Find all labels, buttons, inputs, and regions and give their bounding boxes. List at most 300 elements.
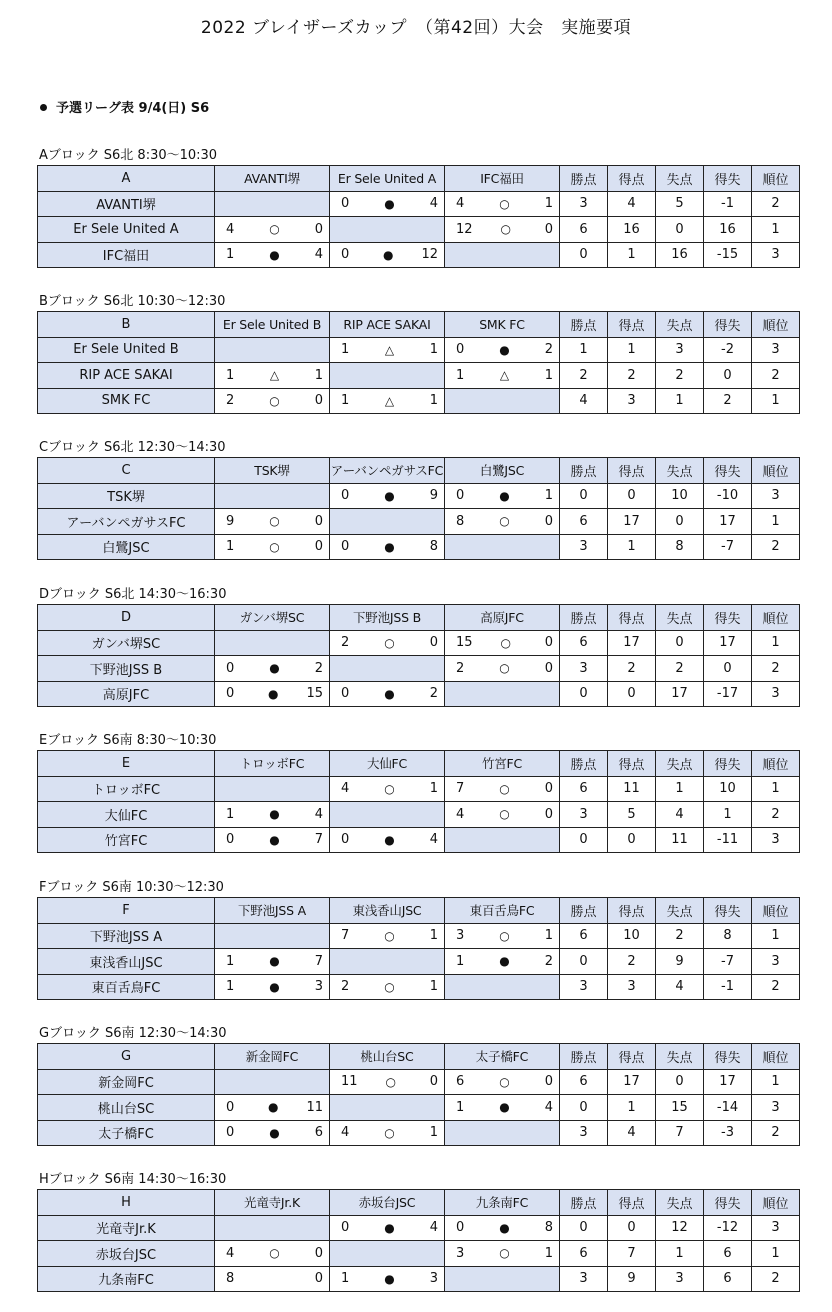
stat-value: 4 — [608, 191, 656, 217]
team-name: 東百舌鳥FC — [38, 974, 215, 1000]
stat-value: 0 — [560, 949, 608, 975]
header-team: ガンバ堺SC — [215, 605, 330, 631]
stat-value: 2 — [752, 363, 800, 389]
stat-value: 0 — [560, 1215, 608, 1241]
goals-for: 6 — [456, 1074, 465, 1090]
match-result — [330, 1266, 445, 1292]
score — [330, 243, 444, 268]
stat-value: 9 — [608, 1266, 656, 1292]
match-result — [215, 681, 330, 707]
block-label: Cブロック S6北 12:30～14:30 — [39, 440, 226, 455]
score — [445, 1241, 559, 1266]
stat-value: 2 — [752, 802, 800, 828]
goals-for: 0 — [341, 832, 350, 848]
self-match-cell — [330, 656, 445, 682]
page-title: 2022 ブレイザーズカップ （第42回）大会 実施要項 — [200, 18, 632, 38]
stat-value: 3 — [560, 534, 608, 560]
stat-value: 6 — [560, 217, 608, 243]
stat-value: 0 — [704, 363, 752, 389]
goals-against: 0 — [314, 221, 323, 237]
result-mark-icon: ● — [499, 954, 510, 969]
result-mark-icon: ● — [384, 1271, 395, 1286]
header-stat: 勝点 — [560, 605, 608, 631]
goals-against: 15 — [306, 686, 323, 702]
result-mark-icon: ● — [382, 247, 394, 262]
league-block-f — [37, 878, 799, 1000]
match-result — [330, 534, 445, 560]
stat-value: 2 — [608, 656, 656, 682]
result-mark-icon: ○ — [384, 928, 395, 943]
stat-value: 11 — [656, 827, 704, 853]
score — [330, 484, 444, 509]
stat-value: 9 — [656, 949, 704, 975]
team-name: 東浅香山JSC — [38, 949, 215, 975]
self-match-cell — [445, 1120, 560, 1146]
score — [445, 217, 559, 242]
block-label: Fブロック S6南 10:30～12:30 — [39, 880, 224, 895]
stat-value: 5 — [608, 802, 656, 828]
goals-for: 0 — [226, 1099, 235, 1115]
result-mark-icon: ● — [269, 979, 280, 994]
stat-value: 3 — [656, 1266, 704, 1292]
result-mark-icon: ○ — [269, 222, 280, 237]
table-row — [38, 827, 800, 853]
header-stat: 得点 — [608, 605, 656, 631]
stat-value: 2 — [560, 363, 608, 389]
stat-value: 11 — [608, 776, 656, 802]
self-match-cell — [215, 483, 330, 509]
score — [445, 1216, 559, 1241]
stat-value: 3 — [560, 1266, 608, 1292]
table-row — [38, 1120, 800, 1146]
header-row — [38, 605, 800, 631]
goals-for: 1 — [226, 367, 235, 383]
header-stat: 失点 — [656, 166, 704, 192]
score — [330, 1121, 444, 1146]
score — [445, 338, 559, 363]
stat-value: 0 — [608, 1215, 656, 1241]
stat-value: 3 — [608, 974, 656, 1000]
goals-for: 0 — [341, 1220, 350, 1236]
goals-for: 1 — [341, 393, 350, 409]
header-team: Er Sele United B — [215, 312, 330, 338]
result-mark-icon: ● — [499, 488, 510, 503]
header-stat: 得失 — [704, 166, 752, 192]
result-mark-icon: ● — [384, 539, 395, 554]
header-row — [38, 1044, 800, 1070]
stat-value: 2 — [752, 1266, 800, 1292]
match-result — [445, 1069, 560, 1095]
goals-against: 9 — [429, 488, 438, 504]
self-match-cell — [445, 681, 560, 707]
match-result — [445, 802, 560, 828]
goals-for: 1 — [456, 1099, 465, 1115]
goals-against: 1 — [314, 367, 323, 383]
team-name: 竹宮FC — [38, 827, 215, 853]
match-result — [445, 776, 560, 802]
header-row — [38, 166, 800, 192]
goals-against: 1 — [544, 928, 553, 944]
team-name: トロッボFC — [38, 776, 215, 802]
header-stat: 失点 — [656, 898, 704, 924]
table-row — [38, 242, 800, 268]
header-stat: 得点 — [608, 166, 656, 192]
match-result — [330, 388, 445, 414]
goals-against: 2 — [544, 953, 553, 969]
team-name: アーバンペガサスFC — [38, 509, 215, 535]
stat-value: -1 — [704, 974, 752, 1000]
header-team: 竹宮FC — [445, 751, 560, 777]
match-result — [445, 1215, 560, 1241]
goals-against: 1 — [544, 196, 553, 212]
header-team: 九条南FC — [445, 1190, 560, 1216]
result-mark-icon: ● — [499, 1220, 510, 1235]
match-result — [445, 217, 560, 243]
goals-for: 0 — [341, 686, 350, 702]
team-name: 白鷺JSC — [38, 534, 215, 560]
goals-against: 7 — [314, 832, 323, 848]
stat-value: 4 — [608, 1120, 656, 1146]
block-label: Eブロック S6南 8:30～10:30 — [39, 733, 217, 748]
block-label: Aブロック S6北 8:30～10:30 — [39, 148, 218, 163]
header-team: SMK FC — [445, 312, 560, 338]
goals-against: 2 — [314, 660, 323, 676]
table-row — [38, 363, 800, 389]
header-stat: 得点 — [608, 898, 656, 924]
self-match-cell — [215, 337, 330, 363]
match-result — [215, 1095, 330, 1121]
score — [330, 777, 444, 802]
result-mark-icon: △ — [384, 393, 395, 408]
stat-value: 6 — [704, 1241, 752, 1267]
goals-for: 0 — [226, 660, 235, 676]
header-row — [38, 898, 800, 924]
goals-for: 1 — [226, 806, 235, 822]
table-row — [38, 630, 800, 656]
result-mark-icon: ● — [269, 832, 280, 847]
stat-value: 2 — [656, 923, 704, 949]
table-row — [38, 337, 800, 363]
stat-value: 2 — [656, 363, 704, 389]
score — [330, 389, 444, 414]
stat-value: 1 — [752, 217, 800, 243]
table-row — [38, 974, 800, 1000]
self-match-cell — [445, 388, 560, 414]
league-block-h — [37, 1170, 799, 1292]
goals-for: 0 — [226, 686, 235, 702]
match-result — [330, 974, 445, 1000]
result-mark-icon: ○ — [500, 222, 511, 237]
team-name: ガンバ堺SC — [38, 630, 215, 656]
stat-value: 2 — [656, 656, 704, 682]
header-team: 大仙FC — [330, 751, 445, 777]
header-team: トロッボFC — [215, 751, 330, 777]
header-stat: 失点 — [656, 1190, 704, 1216]
score — [215, 535, 329, 560]
stat-value: 1 — [560, 337, 608, 363]
block-letter: H — [38, 1190, 215, 1216]
goals-against: 7 — [314, 953, 323, 969]
league-table — [37, 311, 800, 414]
self-match-cell — [215, 1069, 330, 1095]
goals-for: 0 — [226, 1125, 235, 1141]
stat-value: 3 — [752, 483, 800, 509]
team-name: 桃山台SC — [38, 1095, 215, 1121]
result-mark-icon: △ — [384, 342, 395, 357]
goals-for: 3 — [456, 928, 465, 944]
score — [215, 802, 329, 827]
header-stat: 得失 — [704, 751, 752, 777]
goals-against: 0 — [314, 539, 323, 555]
match-result — [330, 827, 445, 853]
goals-for: 0 — [341, 196, 350, 212]
score — [445, 631, 559, 656]
header-stat: 得失 — [704, 605, 752, 631]
goals-for: 4 — [341, 1125, 350, 1141]
stat-value: 0 — [656, 509, 704, 535]
self-match-cell — [330, 949, 445, 975]
goals-against: 4 — [429, 832, 438, 848]
header-stat: 順位 — [752, 312, 800, 338]
stat-value: -17 — [704, 681, 752, 707]
stat-value: 17 — [656, 681, 704, 707]
stat-value: 2 — [704, 388, 752, 414]
table-row — [38, 681, 800, 707]
stat-value: 17 — [704, 1069, 752, 1095]
stat-value: 3 — [656, 337, 704, 363]
stat-value: 4 — [560, 388, 608, 414]
match-result — [215, 1266, 330, 1292]
header-stat: 失点 — [656, 751, 704, 777]
match-result — [215, 1241, 330, 1267]
stat-value: -2 — [704, 337, 752, 363]
result-mark-icon: ● — [384, 832, 395, 847]
stat-value: 6 — [560, 1241, 608, 1267]
result-mark-icon: ● — [499, 1100, 510, 1115]
result-mark-icon: ○ — [385, 1074, 396, 1089]
block-letter: E — [38, 751, 215, 777]
stat-value: -1 — [704, 191, 752, 217]
match-result — [330, 337, 445, 363]
goals-for: 2 — [341, 979, 350, 995]
result-mark-icon: ● — [384, 1220, 395, 1235]
stat-value: 1 — [752, 776, 800, 802]
result-mark-icon: ● — [384, 196, 395, 211]
result-mark-icon: ○ — [384, 979, 395, 994]
header-stat: 得失 — [704, 1190, 752, 1216]
team-name: 下野池JSS A — [38, 923, 215, 949]
match-result — [330, 483, 445, 509]
goals-for: 9 — [226, 513, 235, 529]
match-result — [445, 1095, 560, 1121]
header-stat: 得点 — [608, 751, 656, 777]
goals-for: 1 — [226, 953, 235, 969]
stat-value: 1 — [608, 242, 656, 268]
match-result — [445, 656, 560, 682]
league-table — [37, 1189, 800, 1292]
self-match-cell — [330, 1095, 445, 1121]
goals-against: 0 — [544, 635, 553, 651]
match-result — [330, 1120, 445, 1146]
goals-for: 0 — [341, 247, 350, 263]
goals-against: 0 — [544, 221, 553, 237]
self-match-cell — [215, 923, 330, 949]
match-result — [215, 363, 330, 389]
stat-value: 3 — [752, 1215, 800, 1241]
goals-against: 1 — [429, 781, 438, 797]
stat-value: 1 — [608, 337, 656, 363]
stat-value: 5 — [656, 191, 704, 217]
table-row — [38, 483, 800, 509]
goals-against: 8 — [429, 539, 438, 555]
match-result — [445, 191, 560, 217]
goals-against: 0 — [544, 806, 553, 822]
table-row — [38, 509, 800, 535]
score — [445, 484, 559, 509]
score — [330, 338, 444, 363]
stat-value: 12 — [656, 1215, 704, 1241]
match-result — [215, 656, 330, 682]
goals-for: 1 — [456, 367, 465, 383]
score — [445, 509, 559, 534]
result-mark-icon: ○ — [500, 635, 511, 650]
goals-against: 4 — [429, 196, 438, 212]
stat-value: 10 — [656, 483, 704, 509]
goals-for: 1 — [226, 979, 235, 995]
stat-value: 6 — [704, 1266, 752, 1292]
stat-value: 16 — [704, 217, 752, 243]
stat-value: 1 — [752, 388, 800, 414]
goals-against: 0 — [314, 393, 323, 409]
stat-value: 3 — [752, 949, 800, 975]
match-result — [445, 1241, 560, 1267]
block-label: Bブロック S6北 10:30～12:30 — [39, 294, 226, 309]
score — [215, 949, 329, 974]
stat-value: 0 — [560, 827, 608, 853]
goals-against: 0 — [544, 1074, 553, 1090]
goals-against: 4 — [314, 247, 323, 263]
table-row — [38, 1215, 800, 1241]
team-name: 光竜寺Jr.K — [38, 1215, 215, 1241]
block-letter: G — [38, 1044, 215, 1070]
header-team: IFC福田 — [445, 166, 560, 192]
stat-value: 6 — [560, 776, 608, 802]
stat-value: 10 — [704, 776, 752, 802]
self-match-cell — [330, 802, 445, 828]
result-mark-icon: ● — [384, 488, 395, 503]
stat-value: 3 — [608, 388, 656, 414]
header-row — [38, 751, 800, 777]
block-label: Gブロック S6南 12:30～14:30 — [39, 1026, 227, 1041]
stat-value: 0 — [560, 242, 608, 268]
header-team: 白鷺JSC — [445, 458, 560, 484]
match-result — [215, 509, 330, 535]
goals-against: 2 — [544, 342, 553, 358]
table-row — [38, 949, 800, 975]
stat-value: -7 — [704, 949, 752, 975]
league-table — [37, 897, 800, 1000]
stat-value: 1 — [752, 1069, 800, 1095]
score — [215, 363, 329, 388]
stat-value: -3 — [704, 1120, 752, 1146]
stat-value: 7 — [656, 1120, 704, 1146]
table-row — [38, 776, 800, 802]
goals-against: 1 — [429, 928, 438, 944]
stat-value: 17 — [608, 1069, 656, 1095]
stat-value: -14 — [704, 1095, 752, 1121]
goals-for: 11 — [341, 1074, 358, 1090]
stat-value: 1 — [656, 776, 704, 802]
team-name: 大仙FC — [38, 802, 215, 828]
result-mark-icon: △ — [499, 368, 510, 383]
match-result — [215, 1120, 330, 1146]
league-block-c — [37, 438, 799, 560]
score — [215, 1267, 329, 1292]
league-table — [37, 165, 800, 268]
result-mark-icon: ● — [499, 342, 510, 357]
score — [445, 1070, 559, 1095]
goals-for: 1 — [341, 342, 350, 358]
score — [215, 656, 329, 681]
block-label: Dブロック S6北 14:30～16:30 — [39, 587, 227, 602]
goals-against: 4 — [314, 806, 323, 822]
score — [445, 1095, 559, 1120]
match-result — [215, 974, 330, 1000]
goals-for: 3 — [456, 1245, 465, 1261]
goals-for: 15 — [456, 635, 473, 651]
self-match-cell — [330, 1241, 445, 1267]
match-result — [215, 217, 330, 243]
header-team: 太子橋FC — [445, 1044, 560, 1070]
match-result — [215, 949, 330, 975]
stat-value: 0 — [656, 1069, 704, 1095]
stat-value: 3 — [560, 191, 608, 217]
table-row — [38, 1266, 800, 1292]
match-result — [330, 242, 445, 268]
result-mark-icon: ○ — [499, 196, 510, 211]
stat-value: 6 — [560, 923, 608, 949]
goals-for: 0 — [226, 832, 235, 848]
match-result — [445, 949, 560, 975]
match-result — [215, 802, 330, 828]
score — [330, 924, 444, 949]
header-stat: 勝点 — [560, 898, 608, 924]
stat-value: -15 — [704, 242, 752, 268]
result-mark-icon: ● — [267, 686, 279, 701]
match-result — [445, 630, 560, 656]
header-team: 高原JFC — [445, 605, 560, 631]
match-result — [330, 191, 445, 217]
score — [445, 192, 559, 217]
stat-value: 3 — [752, 827, 800, 853]
section-subtitle — [40, 97, 209, 116]
match-result — [445, 483, 560, 509]
table-row — [38, 802, 800, 828]
stat-value: 2 — [752, 656, 800, 682]
stat-value: 4 — [656, 802, 704, 828]
stat-value: 0 — [608, 483, 656, 509]
stat-value: -12 — [704, 1215, 752, 1241]
header-team: 赤坂台JSC — [330, 1190, 445, 1216]
header-row — [38, 1190, 800, 1216]
stat-value: 3 — [752, 681, 800, 707]
header-stat: 得失 — [704, 458, 752, 484]
goals-against: 3 — [429, 1271, 438, 1287]
score — [330, 631, 444, 656]
goals-for: 0 — [341, 488, 350, 504]
goals-against: 1 — [429, 342, 438, 358]
match-result — [330, 1069, 445, 1095]
